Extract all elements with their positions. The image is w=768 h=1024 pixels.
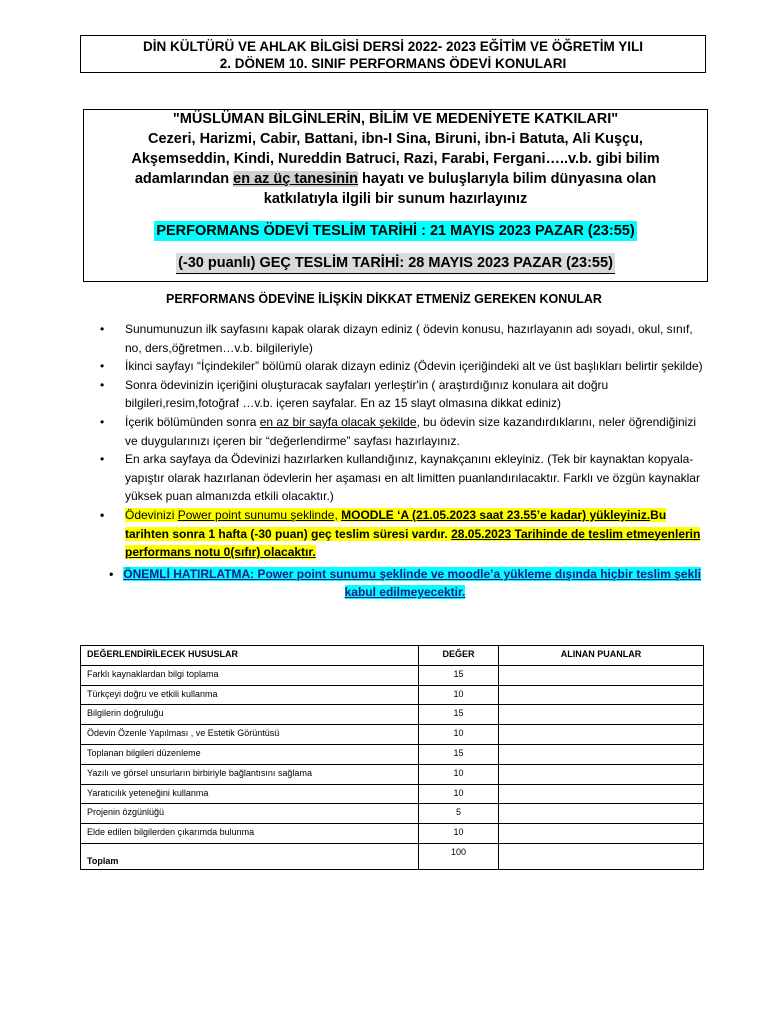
- score-cell[interactable]: [499, 685, 704, 705]
- criteria-cell: Türkçeyi doğru ve etkili kullanma: [81, 685, 419, 705]
- bullet-icon: •: [100, 377, 105, 392]
- list-item: [100, 450, 710, 506]
- table-header-row: [81, 646, 704, 666]
- late-deadline: (-30 puanlı) GEÇ TESLİM TARİHİ: 28 MAYIS 2023 PAZAR (23:55): [176, 253, 615, 274]
- list-item-highlight: [100, 506, 710, 562]
- list-item: [100, 376, 710, 413]
- value-cell: 15: [419, 744, 499, 764]
- bullet-icon: •: [100, 452, 105, 467]
- bullet-icon: •: [100, 359, 105, 374]
- criteria-cell: Bilgilerin doğruluğu: [81, 705, 419, 725]
- list-item-important: [100, 565, 710, 602]
- score-cell[interactable]: [499, 725, 704, 745]
- evaluation-table: [80, 645, 704, 870]
- value-cell: 10: [419, 784, 499, 804]
- item-text: İçerik bölümünden sonra: [125, 414, 260, 429]
- total-value: 100: [419, 843, 499, 869]
- instructions-list: [100, 320, 710, 602]
- value-cell: 15: [419, 705, 499, 725]
- total-score-cell[interactable]: [499, 843, 704, 869]
- criteria-cell: Farklı kaynaklardan bilgi toplama: [81, 665, 419, 685]
- criteria-cell: Yaratıcılık yeteneğini kullanma: [81, 784, 419, 804]
- table-row: [81, 705, 704, 725]
- list-item: [100, 357, 710, 376]
- criteria-cell: Projenin özgünlüğü: [81, 804, 419, 824]
- score-cell[interactable]: [499, 744, 704, 764]
- item-underline: en az bir sayfa olacak şekilde: [259, 414, 417, 429]
- topic-highlight: en az üç tanesinin: [233, 171, 359, 187]
- bullet-icon: •: [109, 566, 124, 581]
- item-text-post: , bu ödevin size kazandırdıklarını, neler öğrendiğinizi ve duygularınızı içeren bir “değerlendirme” sayfası hazırlayınız.: [125, 414, 696, 448]
- item-text: Ödevinizi: [125, 507, 178, 522]
- topic-line-2: Akşemseddin, Kindi, Nureddin Batruci, Razi, Farabi, Fergani…..v.b. gibi bilim: [131, 151, 660, 167]
- header-line-2: 2. DÖNEM 10. SINIF PERFORMANS ÖDEVİ KONULARI: [219, 56, 567, 71]
- criteria-cell: Yazılı ve görsel unsurların birbiriyle bağlantısını sağlama: [81, 764, 419, 784]
- value-cell: 10: [419, 764, 499, 784]
- list-item: [100, 320, 710, 357]
- topic-line-4: katkılatıyla ilgili bir sunum hazırlayınız: [263, 191, 528, 207]
- topic-line-1: Cezeri, Harizmi, Cabir, Battani, ibn-I Sina, Biruni, ibn-i Batuta, Ali Kuşçu,: [148, 131, 643, 147]
- deadline: PERFORMANS ÖDEVİ TESLİM TARİHİ : 21 MAYIS 2023 PAZAR (23:55): [156, 223, 635, 239]
- item-text: En arka sayfaya da Ödevinizi hazırlarken kullandığınız, kaynakçanını ekleyiniz. (Tek bir kaynaktan kopyala-yapıştır olarak hazırlanan ödevlerin her aşaması en alt limitten puanlandırılacaktır. Farklı ve özgün kaynaklar yüksek puan almanızda etkili olacaktır.): [125, 452, 700, 504]
- list-item: [100, 413, 710, 450]
- topic-line-3-pre: adamlarından: [134, 171, 234, 187]
- item-power-point: Power point sunumu şeklinde: [177, 507, 335, 522]
- item-comma: ,: [334, 507, 342, 522]
- col-header-value: DEĞER: [419, 646, 499, 666]
- header-line-1: DİN KÜLTÜRÜ VE AHLAK BİLGİSİ DERSİ 2022- 2023 EĞİTİM VE ÖĞRETİM YILI: [142, 39, 644, 54]
- table-total-row: [81, 843, 704, 869]
- bullet-icon: •: [100, 507, 105, 522]
- table-row: [81, 744, 704, 764]
- total-label: Toplam: [81, 843, 419, 869]
- criteria-cell: Elde edilen bilgilerden çıkarımda bulunma: [81, 824, 419, 844]
- bullet-icon: •: [100, 322, 105, 336]
- criteria-cell: Ödevin Özenle Yapılması , ve Estetik Görüntüsü: [81, 725, 419, 745]
- item-zero-note: 28.05.2023 Tarihinde de teslim etmeyenlerin performans notu 0(sıfır) olacaktır.: [125, 526, 701, 560]
- score-cell[interactable]: [499, 804, 704, 824]
- item-text: Sonra ödevinizin içeriğini oluşturacak sayfaları yerleştir'in ( araştırdığınız konulara ait doğru bilgileri,resim,fotoğraf …v.b. içeren sayfalar. En az 15 slayt olmasına dikkat ediniz): [125, 377, 609, 411]
- table-row: [81, 665, 704, 685]
- table-row: [81, 725, 704, 745]
- table-row: [81, 764, 704, 784]
- value-cell: 10: [419, 685, 499, 705]
- value-cell: 5: [419, 804, 499, 824]
- value-cell: 15: [419, 665, 499, 685]
- item-late-note: Bu tarihten sonra 1 hafta (-30 puan) geç teslim süresi vardır.: [125, 507, 667, 541]
- topic-title: "MÜSLÜMAN BİLGİNLERİN, BİLİM VE MEDENİYETE KATKILARI": [172, 111, 619, 127]
- score-cell[interactable]: [499, 824, 704, 844]
- important-reminder: ÖNEMLİ HATIRLATMA: Power point sunumu şeklinde ve moodle’a yükleme dışında hiçbir teslim şekli kabul edilmeyecektir.: [123, 566, 701, 600]
- score-cell[interactable]: [499, 784, 704, 804]
- score-cell[interactable]: [499, 665, 704, 685]
- topic-line-3-post: hayatı ve buluşlarıyla bilim dünyasına olan: [358, 171, 657, 187]
- topic-line-3: [84, 169, 707, 189]
- value-cell: 10: [419, 824, 499, 844]
- item-text: Sunumunuzun ilk sayfasını kapak olarak dizayn ediniz ( ödevin konusu, hazırlayanın adı soyadı, okul, sınıf, no, ders,öğretmen…v.b. bilgileriyle): [125, 322, 693, 355]
- table-row: [81, 804, 704, 824]
- table-row: [81, 685, 704, 705]
- item-moodle: MOODLE ‘A (21.05.2023 saat 23.55’e kadar) yükleyiniz.: [341, 507, 651, 522]
- table-row: [81, 824, 704, 844]
- score-cell[interactable]: [499, 764, 704, 784]
- section-title: PERFORMANS ÖDEVİNE İLİŞKİN DİKKAT ETMENİZ GEREKEN KONULAR: [166, 292, 602, 306]
- item-text: İkinci sayfayı “İçindekiler” bölümü olarak dizayn ediniz (Ödevin içeriğindeki alt ve üst başlıkları belirtir şekilde): [125, 359, 703, 374]
- topic-box: [83, 109, 708, 282]
- col-header-score: ALINAN PUANLAR: [499, 646, 704, 666]
- value-cell: 10: [419, 725, 499, 745]
- document-header: [80, 35, 706, 73]
- score-cell[interactable]: [499, 705, 704, 725]
- criteria-cell: Toplanan bilgileri düzenleme: [81, 744, 419, 764]
- col-header-criteria: DEĞERLENDİRİLECEK HUSUSLAR: [81, 646, 419, 666]
- table-row: [81, 784, 704, 804]
- bullet-icon: •: [100, 414, 105, 429]
